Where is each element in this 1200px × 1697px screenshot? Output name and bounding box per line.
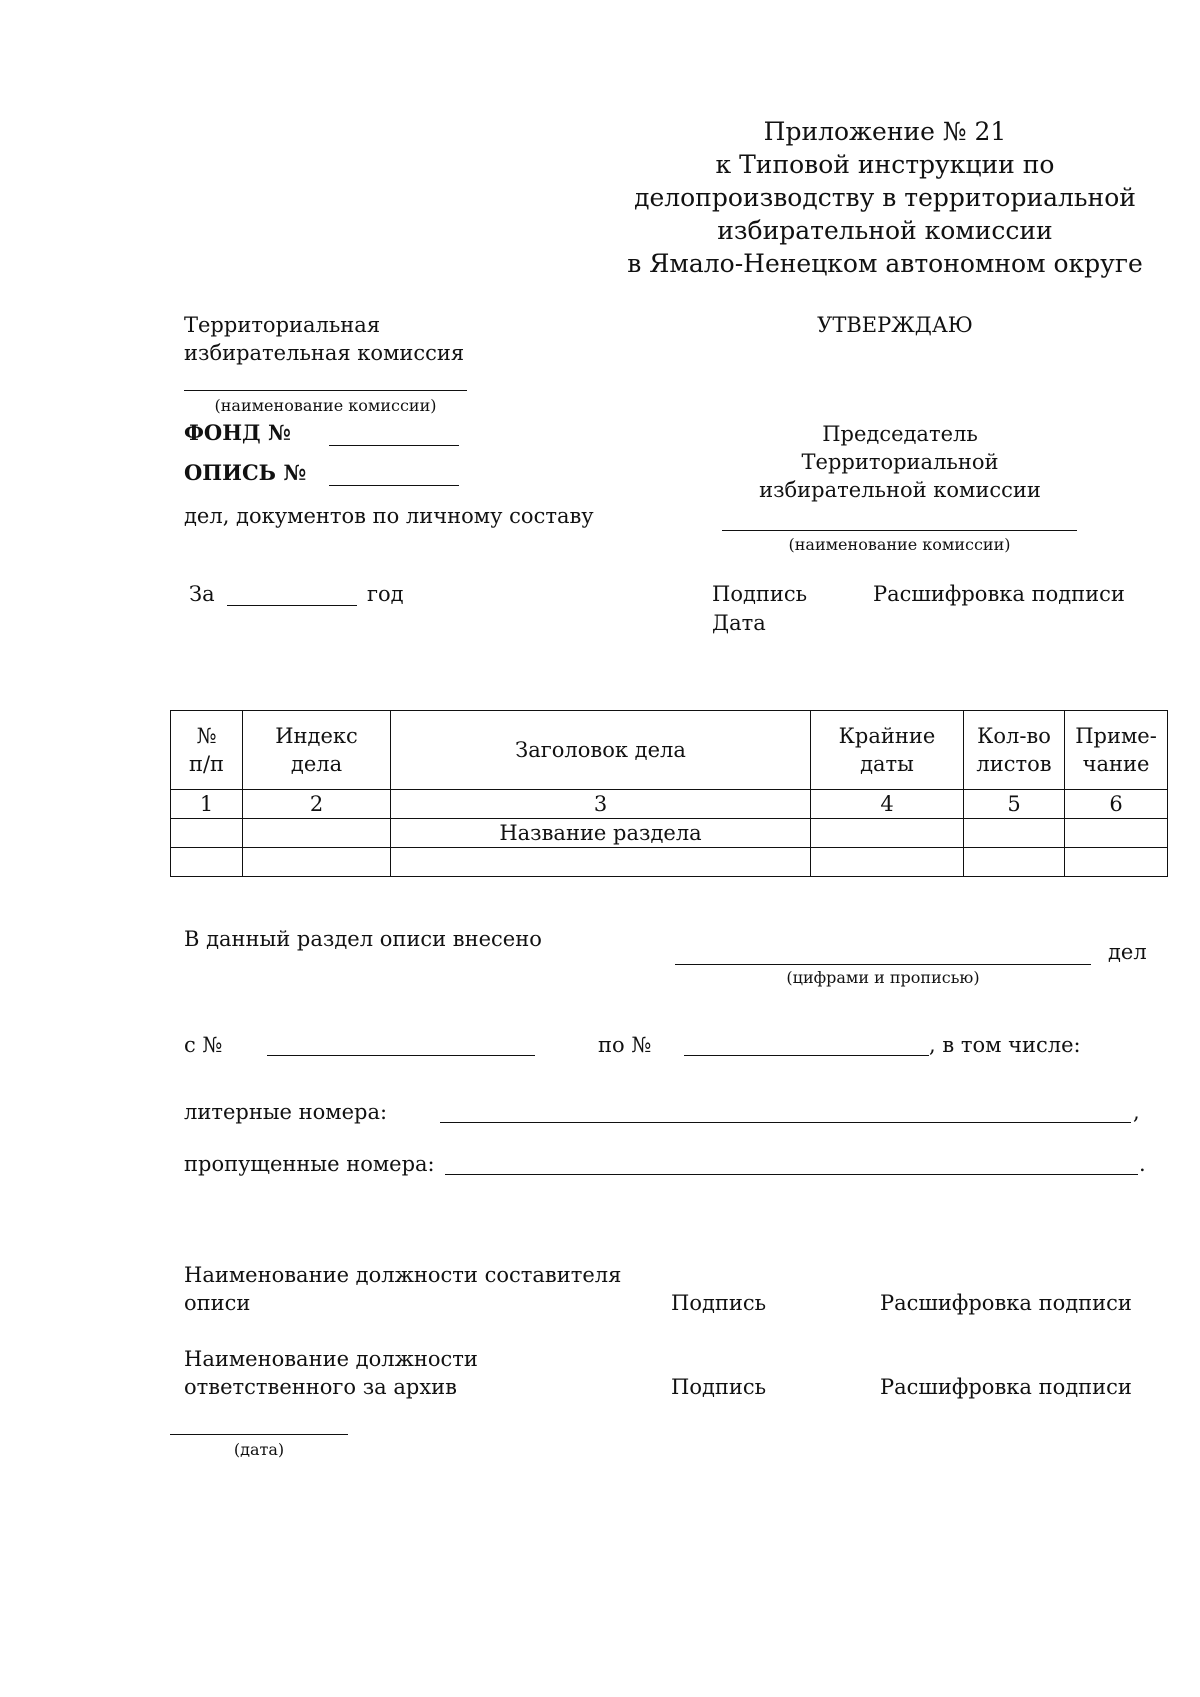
table-cell: [1065, 819, 1168, 848]
year-line: [227, 605, 357, 606]
approval-signature-label: Подпись: [712, 582, 808, 606]
missing-numbers-line: [445, 1174, 1138, 1175]
header-line-3: делопроизводству в территориальной: [634, 183, 1136, 212]
column-number-3: 3: [391, 790, 811, 819]
approval-signature-decode-label: Расшифровка подписи: [873, 582, 1125, 606]
table-cell: [243, 819, 391, 848]
compiler-signature-decode-label: Расшифровка подписи: [880, 1291, 1132, 1315]
header-line-4: избирательной комиссии: [717, 216, 1053, 245]
compiler-signature-label: Подпись: [671, 1291, 767, 1315]
archive-signature-decode-label: Расшифровка подписи: [880, 1375, 1132, 1399]
table-cell: [811, 848, 964, 877]
date-line: [170, 1434, 348, 1435]
table-section-row: [171, 819, 1168, 848]
column-number-4: 4: [811, 790, 964, 819]
table-cell: [964, 819, 1065, 848]
letter-numbers-label: литерные номера:: [184, 1100, 388, 1124]
header-line-5: в Ямало-Ненецком автономном округе: [627, 249, 1143, 278]
section-name-cell: Название раздела: [391, 819, 811, 848]
cases-count-line: [675, 964, 1091, 965]
date-caption: (дата): [233, 1440, 285, 1459]
letter-numbers-line: [440, 1122, 1131, 1123]
header-index-line-2: дела: [290, 752, 343, 776]
archive-signature-label: Подпись: [671, 1375, 767, 1399]
approval-commission-caption: (наименование комиссии): [788, 535, 1011, 554]
header-title-line-1: Заголовок дела: [515, 738, 686, 762]
header-sheets-line-2: листов: [976, 752, 1052, 776]
table-cell: [811, 819, 964, 848]
org-line-2: избирательная комиссия: [184, 341, 465, 365]
table-header-row: [171, 711, 1168, 790]
header-sheets-line-1: Кол-во: [977, 724, 1051, 748]
including-text: , в том числе:: [929, 1033, 1081, 1057]
to-label: по №: [598, 1033, 652, 1057]
header-dates-line-2: даты: [860, 752, 914, 776]
entered-text: В данный раздел описи внесено: [184, 927, 542, 951]
table-number-row: [171, 790, 1168, 819]
header-number-line-2: п/п: [188, 752, 225, 776]
header-note-line-1: Приме-: [1075, 724, 1157, 748]
header-line-1: Приложение № 21: [763, 117, 1007, 146]
header-cell-note: [1065, 711, 1168, 790]
from-label: с №: [184, 1033, 223, 1057]
approval-title: УТВЕРЖДАЮ: [817, 313, 973, 337]
digits-caption: (цифрами и прописью): [786, 968, 980, 987]
header-cell-index: [243, 711, 391, 790]
fund-number-line: [329, 445, 459, 446]
approval-date-label: Дата: [712, 611, 766, 635]
table-cell: [1065, 848, 1168, 877]
table-cell: [391, 848, 811, 877]
table-cell: [243, 848, 391, 877]
chair-line-3: избирательной комиссии: [759, 478, 1041, 502]
column-number-6: 6: [1065, 790, 1168, 819]
chair-line-1: Председатель: [822, 422, 978, 446]
org-line-1: Территориальная: [184, 313, 381, 337]
column-number-1: 1: [171, 790, 243, 819]
table-cell: [171, 819, 243, 848]
commission-name-line: [184, 390, 467, 391]
header-cell-title: [391, 711, 811, 790]
table-cell: [964, 848, 1065, 877]
fund-label: ФОНД №: [184, 420, 291, 445]
header-cell-number: [171, 711, 243, 790]
chair-line-2: Территориальной: [801, 450, 999, 474]
letter-numbers-end: ,: [1133, 1100, 1140, 1124]
table-cell: [171, 848, 243, 877]
column-number-2: 2: [243, 790, 391, 819]
inventory-table: [170, 710, 1168, 877]
year-prefix: За: [189, 582, 215, 606]
header-number-line-1: №: [196, 724, 217, 748]
compiler-position-line-2: описи: [184, 1291, 251, 1315]
missing-numbers-end: .: [1139, 1152, 1146, 1176]
header-cell-sheets: [964, 711, 1065, 790]
table-row: [171, 848, 1168, 877]
compiler-position-line-1: Наименование должности составителя: [184, 1263, 622, 1287]
column-number-5: 5: [964, 790, 1065, 819]
inventory-label: ОПИСЬ №: [184, 460, 307, 485]
archive-position-line-2: ответственного за архив: [184, 1375, 457, 1399]
archive-position-line-1: Наименование должности: [184, 1347, 478, 1371]
cases-word: дел: [1108, 940, 1147, 964]
commission-name-caption: (наименование комиссии): [214, 396, 437, 415]
inventory-number-line: [329, 485, 459, 486]
approval-commission-line: [722, 530, 1077, 531]
year-suffix: год: [367, 582, 404, 606]
header-note-line-2: чание: [1082, 752, 1150, 776]
inventory-subject: дел, документов по личному составу: [184, 504, 594, 528]
header-index-line-1: Индекс: [275, 724, 358, 748]
header-dates-line-1: Крайние: [838, 724, 936, 748]
missing-numbers-label: пропущенные номера:: [184, 1152, 435, 1176]
to-number-line: [684, 1055, 929, 1056]
from-number-line: [267, 1055, 535, 1056]
header-line-2: к Типовой инструкции по: [715, 150, 1055, 179]
header-cell-dates: [811, 711, 964, 790]
